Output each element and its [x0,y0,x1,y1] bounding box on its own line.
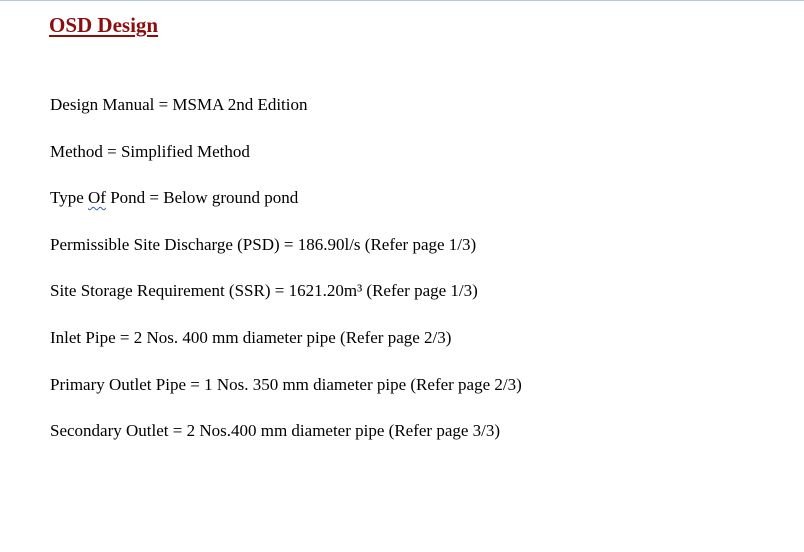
document-title: OSD Design [49,13,159,37]
design-parameter-list [50,93,522,466]
inlet-pipe-line: Inlet Pipe = 2 Nos. 400 mm diameter pipe (Refer page 2/3) [50,327,452,347]
design-manual-line: Design Manual = MSMA 2nd Edition [50,95,308,114]
secondary-outlet-line: Secondary Outlet = 2 Nos.400 mm diameter pipe (Refer page 3/3) [50,421,501,441]
spellcheck-flagged-word: Of [88,188,106,208]
type-of-pond-line [50,186,522,209]
type-of-pond-text-after: Pond = Below ground pond [105,188,299,208]
primary-outlet-pipe-line: Primary Outlet Pipe = 1 Nos. 350 mm diameter pipe (Refer page 2/3) [50,374,522,394]
psd-line: Permissible Site Discharge (PSD) = 186.90l/s (Refer page 1/3) [50,234,477,254]
method-line: Method = Simplified Method [50,141,250,161]
type-of-pond-text-before: Type [50,188,88,208]
ssr-line: Site Storage Requirement (SSR) = 1621.20m³ (Refer page 1/3) [50,281,478,301]
